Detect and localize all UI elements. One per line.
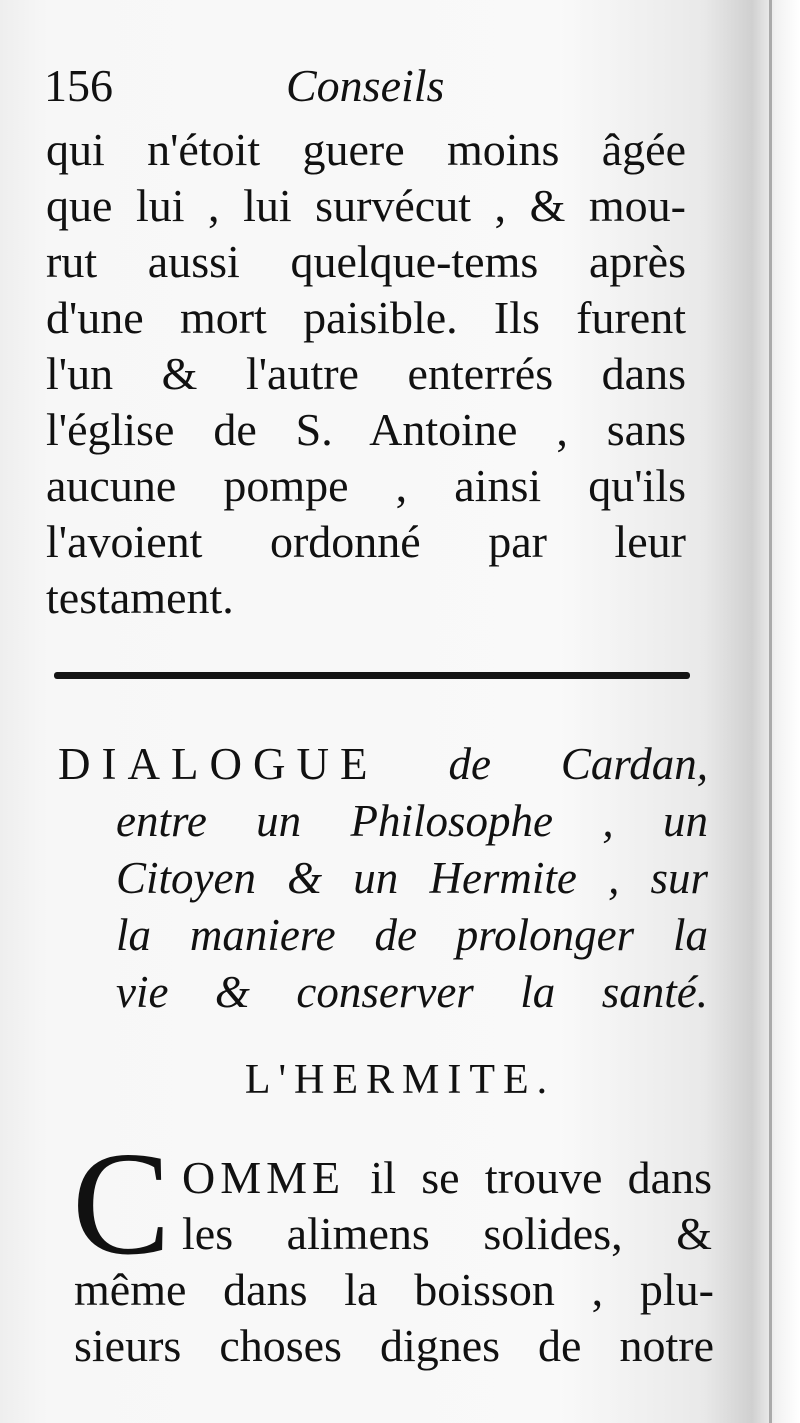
body-line: l'un & l'autre enterrés dans (46, 348, 686, 399)
heading-line: vie & conserver la santé. (116, 967, 708, 1017)
heading-line: Citoyen & un Hermite , sur (116, 853, 708, 903)
body-text (46, 122, 686, 626)
body-line: que lui , lui survécut , & mou- (46, 180, 686, 231)
heading-line (58, 736, 708, 793)
paragraph-line: sieurs choses dignes de notre (74, 1320, 714, 1371)
paragraph-line (182, 1150, 712, 1206)
body-line: rut aussi quelque-tems après (46, 236, 686, 287)
paragraph-first-word: OMME (182, 1152, 346, 1203)
body-line: l'église de S. Antoine , sans (46, 404, 686, 455)
heading-first-word: DIALOGUE (58, 739, 379, 789)
heading-first-line-rest: de Cardan, (448, 739, 708, 789)
page-fold-edge (769, 0, 772, 1423)
page-header (44, 56, 684, 116)
body-line: l'avoient ordonné par leur (46, 516, 686, 567)
paragraph-line: les alimens solides, & (182, 1208, 712, 1259)
section-divider-rule (54, 672, 690, 679)
speaker-name: L'HERMITE. (244, 1057, 556, 1103)
body-line: d'une mort paisible. Ils furent (46, 292, 686, 343)
body-line: testament. (46, 572, 234, 623)
body-line: aucune pompe , ainsi qu'ils (46, 460, 686, 511)
heading-line: la maniere de prolonger la (116, 910, 708, 960)
paragraph-opening (182, 1150, 712, 1262)
paragraph-continuation (74, 1262, 714, 1374)
page-number: 156 (44, 60, 113, 111)
paragraph-line1-rest: il se trouve dans (370, 1152, 712, 1203)
paragraph-line: même dans la boisson , plu- (74, 1264, 714, 1315)
heading-line: entre un Philosophe , un (116, 796, 708, 846)
body-line: qui n'étoit guere moins âgée (46, 124, 686, 175)
section-heading (58, 736, 708, 1021)
drop-cap: C (72, 1122, 171, 1286)
running-title: Conseils (286, 60, 445, 111)
